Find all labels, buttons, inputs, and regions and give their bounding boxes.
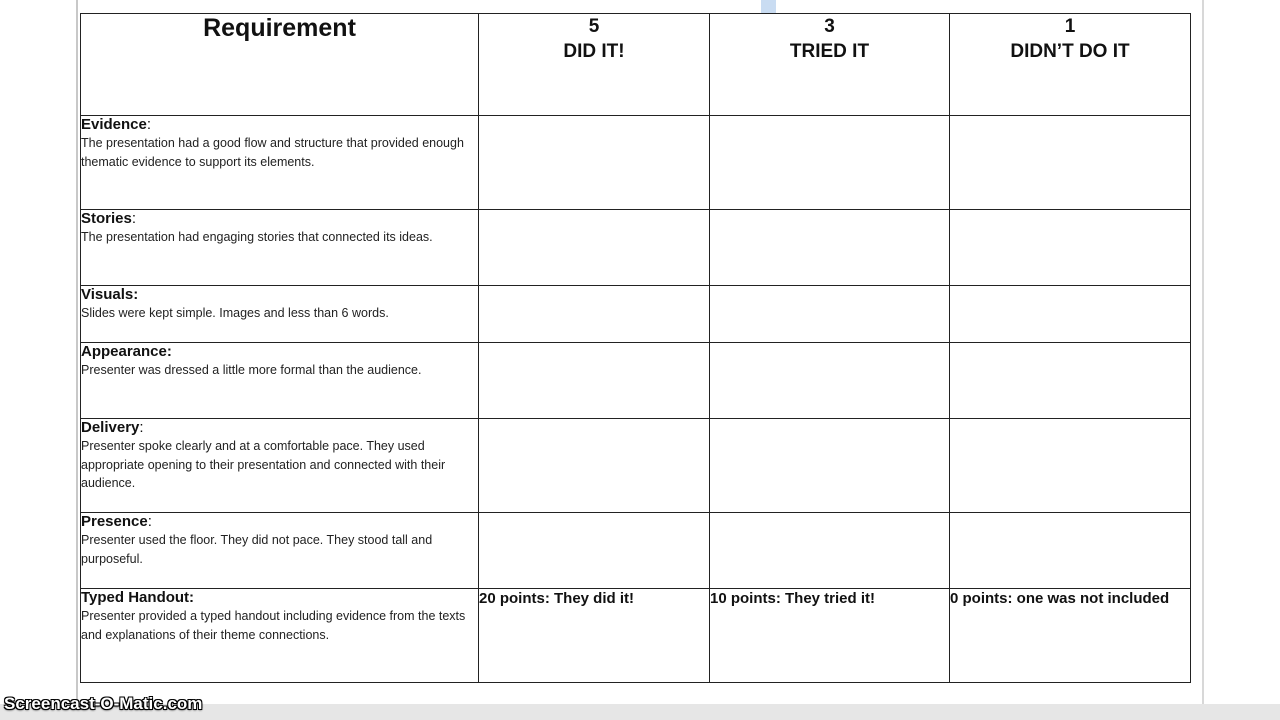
handout-score-1[interactable]: 0 points: one was not included [950,589,1191,683]
requirement-description: Presenter used the floor. They did not pace. They stood tall and purposeful. [81,533,433,566]
score-cell[interactable] [479,210,710,286]
watermark: Screencast-O-Matic.com [4,694,203,713]
score-cell[interactable] [479,513,710,589]
page-edge-left [76,0,78,704]
score-cell[interactable] [710,343,950,419]
table-row [81,286,1191,343]
rubric-table [80,13,1191,683]
requirement-cell-visuals [81,286,479,343]
requirement-title: Typed Handout: [81,589,195,606]
score-cell[interactable] [710,419,950,513]
score-1-number: 1 [1064,16,1076,37]
requirement-cell-presence [81,513,479,589]
score-3-number: 3 [824,16,835,37]
score-cell[interactable] [479,343,710,419]
requirement-description: Presenter was dressed a little more formal than the audience. [81,363,422,377]
score-cell[interactable] [950,419,1191,513]
header-score-1 [950,14,1191,116]
requirement-title: Visuals: [81,286,139,303]
score-5-label: DID IT! [563,41,625,62]
table-row [81,589,1191,683]
requirement-colon: : [139,419,144,436]
score-cell[interactable] [950,116,1191,210]
score-1-label: DIDN’T DO IT [1010,41,1130,62]
score-cell[interactable] [710,286,950,343]
score-cell[interactable] [710,210,950,286]
score-5-number: 5 [588,16,600,37]
requirement-description: Presenter provided a typed handout including evidence from the texts and explanations of their theme connections. [81,609,466,642]
table-row [81,419,1191,513]
score-cell[interactable] [479,419,710,513]
requirement-title: Evidence [81,116,147,133]
page-edge-right [1202,0,1204,704]
score-cell[interactable] [950,513,1191,589]
table-row [81,343,1191,419]
requirement-colon: : [147,513,152,530]
requirement-title: Delivery [81,419,140,436]
requirement-description: The presentation had a good flow and structure that provided enough thematic evidence to support its elements. [81,136,464,169]
requirement-cell-evidence [81,116,479,210]
requirement-cell-delivery [81,419,479,513]
requirement-description: The presentation had engaging stories that connected its ideas. [81,230,433,244]
text-cursor-highlight [761,0,776,14]
right-margin [1204,0,1280,720]
header-row [81,14,1191,116]
table-row [81,513,1191,589]
requirement-cell-appearance [81,343,479,419]
score-cell[interactable] [950,210,1191,286]
requirement-title: Appearance: [81,343,172,360]
table-row [81,210,1191,286]
requirement-colon: : [131,210,137,227]
requirement-description: Presenter spoke clearly and at a comfortable pace. They used appropriate opening to their presentation and connected with their audience. [81,439,446,490]
requirement-title: Presence [81,513,148,530]
handout-score-5[interactable]: 20 points: They did it! [479,589,710,683]
requirement-title: Stories [81,210,132,227]
score-cell[interactable] [950,343,1191,419]
left-margin [0,0,76,720]
header-requirement: Requirement [81,14,479,116]
score-cell[interactable] [710,116,950,210]
score-cell[interactable] [479,116,710,210]
score-3-label: TRIED IT [789,41,870,62]
requirement-colon: : [146,116,152,133]
header-score-5 [479,14,710,116]
header-score-3 [710,14,950,116]
score-cell[interactable] [950,286,1191,343]
requirement-cell-typed-handout [81,589,479,683]
handout-score-3[interactable]: 10 points: They tried it! [710,589,950,683]
table-row [81,116,1191,210]
requirement-description: Slides were kept simple. Images and less than 6 words. [81,306,389,320]
score-cell[interactable] [479,286,710,343]
requirement-cell-stories [81,210,479,286]
score-cell[interactable] [710,513,950,589]
